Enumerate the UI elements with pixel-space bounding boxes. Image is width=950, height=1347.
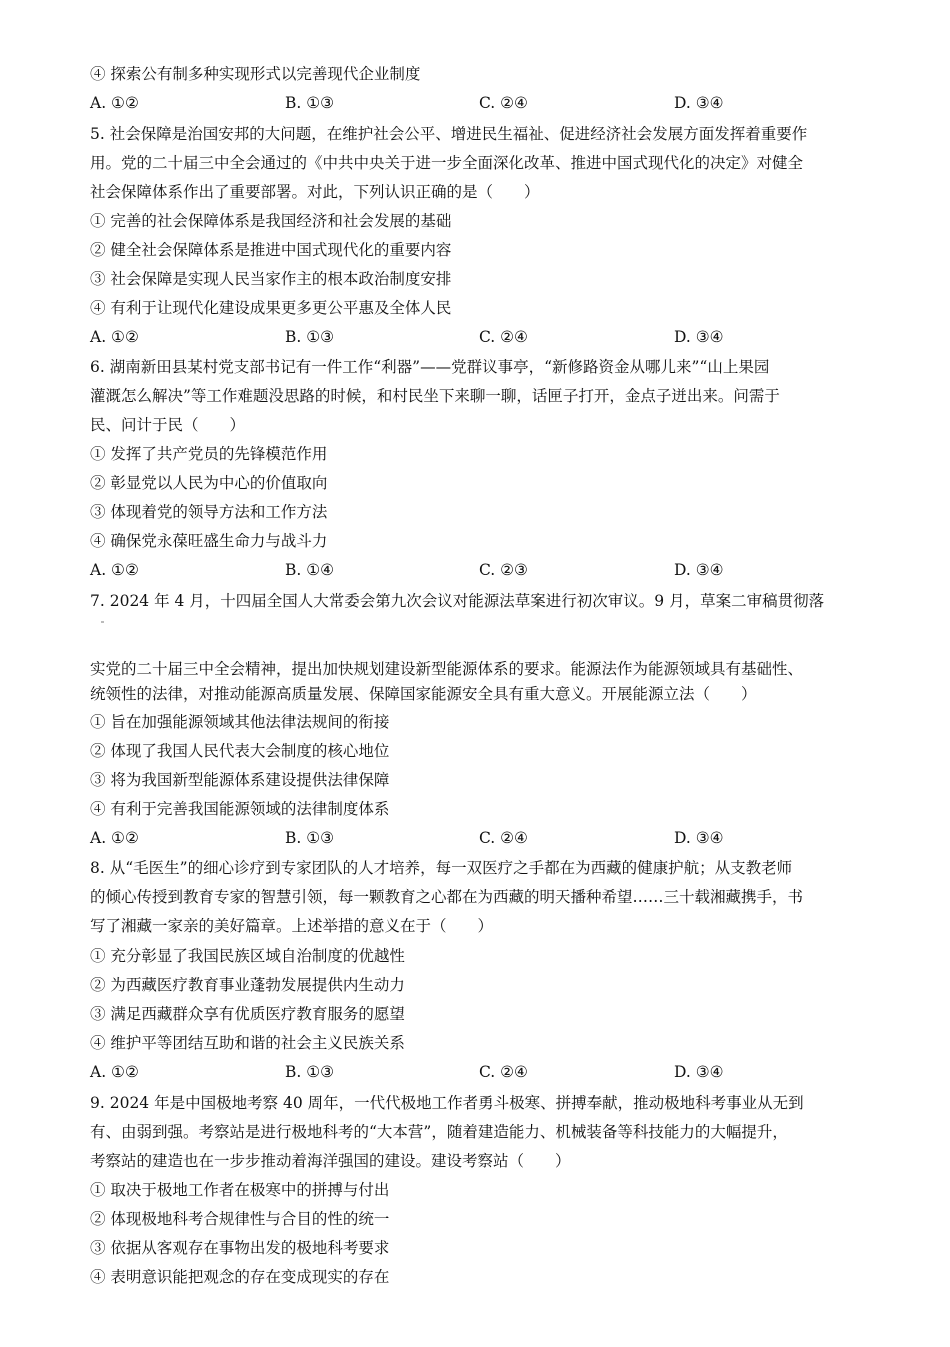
q6-option-item-4: ④ 确保党永葆旺盛生命力与战斗力 [90,532,328,550]
q7-option-item-2: ② 体现了我国人民代表大会制度的核心地位 [90,742,390,760]
q8-choices [90,1062,870,1082]
q7-option-item-1: ① 旨在加强能源领域其他法律法规间的衔接 [90,713,390,731]
q5-option-item-2: ② 健全社会保障体系是推进中国式现代化的重要内容 [90,241,452,259]
q6-stem-line-1: 6. 湖南新田县某村党支部书记有一件工作“利器”——党群议事亭，“新修路资金从哪儿来”“山上果园 [90,358,770,376]
q8-choice-a: A. ①② [90,1063,139,1081]
q7-stem-line-2: 实党的二十届三中全会精神，提出加快规划建设新型能源体系的要求。能源法作为能源领域具有基础性、 [90,660,804,678]
q5-option-item-3: ③ 社会保障是实现人民当家作主的根本政治制度安排 [90,270,452,288]
q9-option-item-3: ③ 依据从客观存在事物出发的极地科考要求 [90,1239,390,1257]
q6-choice-d: D. ③④ [674,561,724,579]
q5-stem-line-1: 5. 社会保障是治国安邦的大问题，在维护社会公平、增进民生福祉、促进经济社会发展方面发挥着重要作 [90,125,808,143]
q6-choices [90,560,870,580]
q8-stem-line-3: 写了湘藏一家亲的美好篇章。上述举措的意义在于（ ） [90,917,494,935]
q9-stem-line-1: 9. 2024 年是中国极地考察 40 周年，一代代极地工作者勇斗极寒、拼搏奉献，推动极地科考事业从无到 [90,1094,804,1112]
q7-choice-a: A. ①② [90,829,139,847]
q4-choice-a: A. ①② [90,94,139,112]
q8-option-item-2: ② 为西藏医疗教育事业蓬勃发展提供内生动力 [90,976,405,994]
q5-choice-a: A. ①② [90,328,139,346]
q7-choice-c: C. ②④ [479,829,528,847]
q5-choice-d: D. ③④ [674,328,724,346]
q6-stem-line-2: 灌溉怎么解决”等工作难题没思路的时候，和村民坐下来聊一聊，话匣子打开，金点子迸出来。问需于 [90,387,780,405]
q7-choice-b: B. ①③ [285,829,335,847]
q8-choice-c: C. ②④ [479,1063,528,1081]
q4-choice-d: D. ③④ [674,94,724,112]
q5-option-item-4: ④ 有利于让现代化建设成果更多更公平惠及全体人民 [90,299,452,317]
q7-stem-line-3: 统领性的法律，对推动能源高质量发展、保障国家能源安全具有重大意义。开展能源立法（ ） [90,685,757,703]
q6-choice-b: B. ①④ [285,561,335,579]
q8-choice-b: B. ①③ [285,1063,335,1081]
q9-option-item-1: ① 取决于极地工作者在极寒中的拼搏与付出 [90,1181,390,1199]
q7-choice-d: D. ③④ [674,829,724,847]
q8-stem-line-2: 的倾心传授到教育专家的智慧引领，每一颗教育之心都在为西藏的明天播种希望……三十载湘藏携手，书 [90,888,804,906]
q6-choice-c: C. ②③ [479,561,528,579]
q6-choice-a: A. ①② [90,561,139,579]
q8-choice-d: D. ③④ [674,1063,724,1081]
q8-option-item-3: ③ 满足西藏群众享有优质医疗教育服务的愿望 [90,1005,405,1023]
q5-stem-line-3: 社会保障体系作出了重要部署。对此，下列认识正确的是（ ） [90,183,540,201]
q6-option-item-2: ② 彰显党以人民为中心的价值取向 [90,474,328,492]
q5-choices [90,327,870,347]
q7-stem-line-1: 7. 2024 年 4 月，十四届全国人大常委会第九次会议对能源法草案进行初次审议。9 月，草案二审稿贯彻落 [90,592,825,610]
q4-option-item-4: ④ 探索公有制多种实现形式以完善现代企业制度 [90,65,421,83]
q5-stem-line-2: 用。党的二十届三中全会通过的《中共中央关于进一步全面深化改革、推进中国式现代化的决定》对健全 [90,154,804,172]
q8-option-item-4: ④ 维护平等团结互助和谐的社会主义民族关系 [90,1034,405,1052]
q7-choices [90,828,870,848]
q7-option-item-4: ④ 有利于完善我国能源领域的法律制度体系 [90,800,390,818]
q4-choices [90,93,870,113]
scan-speck [101,621,104,623]
q5-option-item-1: ① 完善的社会保障体系是我国经济和社会发展的基础 [90,212,452,230]
q4-choice-b: B. ①③ [285,94,335,112]
q4-choice-c: C. ②④ [479,94,528,112]
q6-stem-line-3: 民、问计于民（ ） [90,416,246,434]
q8-option-item-1: ① 充分彰显了我国民族区域自治制度的优越性 [90,947,405,965]
q7-option-item-3: ③ 将为我国新型能源体系建设提供法律保障 [90,771,390,789]
q6-option-item-1: ① 发挥了共产党员的先锋模范作用 [90,445,328,463]
q6-option-item-3: ③ 体现着党的领导方法和工作方法 [90,503,328,521]
q9-option-item-4: ④ 表明意识能把观念的存在变成现实的存在 [90,1268,390,1286]
q5-choice-c: C. ②④ [479,328,528,346]
q9-stem-line-2: 有、由弱到强。考察站是进行极地科考的“大本营”，随着建造能力、机械装备等科技能力的大幅提升， [90,1123,788,1141]
q9-option-item-2: ② 体现极地科考合规律性与合目的性的统一 [90,1210,390,1228]
q8-stem-line-1: 8. 从“毛医生”的细心诊疗到专家团队的人才培养，每一双医疗之手都在为西藏的健康护航；从支教老师 [90,859,793,877]
q9-stem-line-3: 考察站的建造也在一步步推动着海洋强国的建设。建设考察站（ ） [90,1152,571,1170]
q5-choice-b: B. ①③ [285,328,335,346]
